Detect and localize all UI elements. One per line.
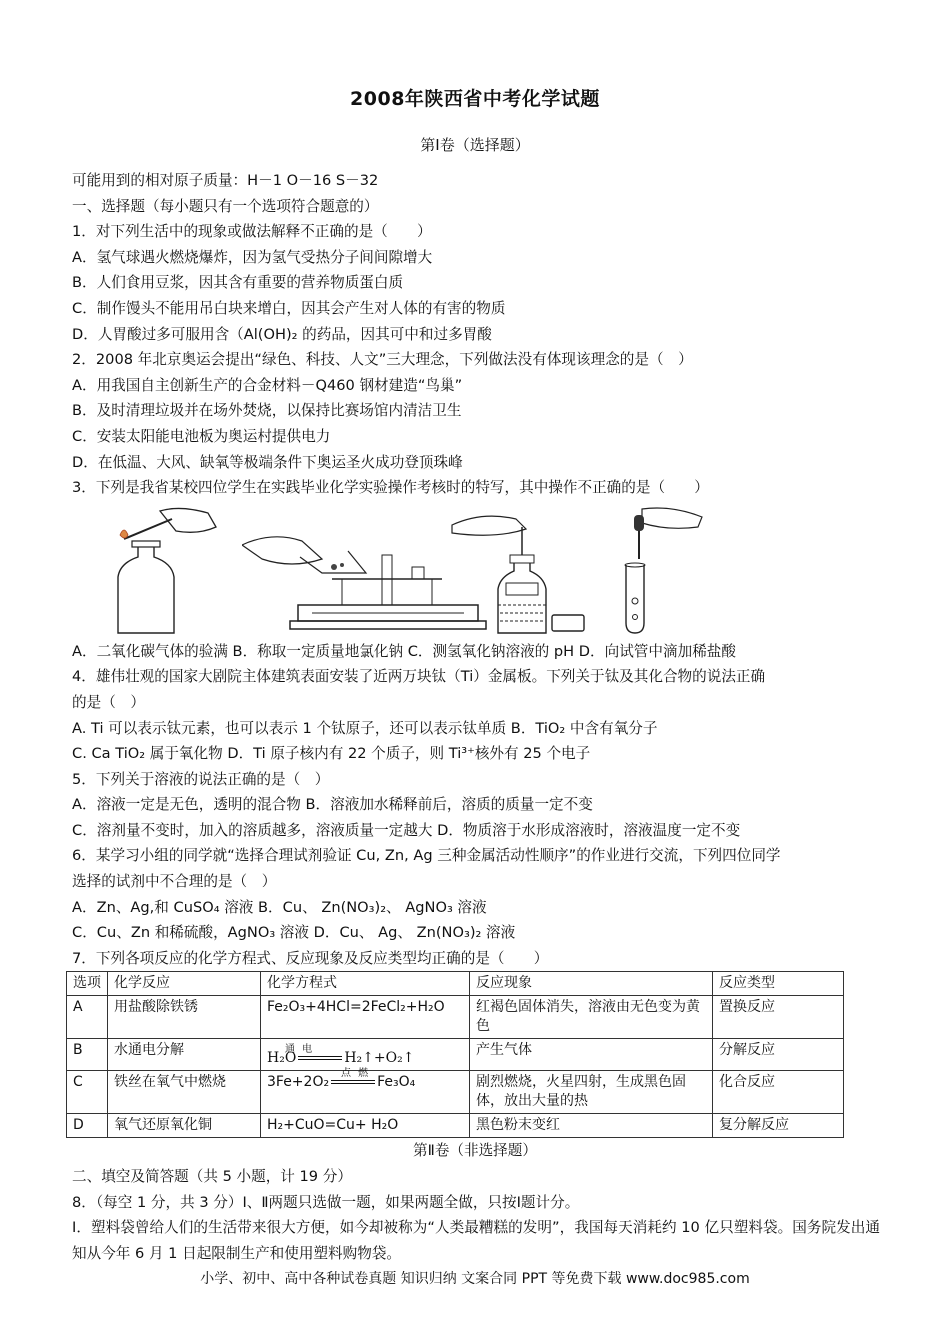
table-cell: 化合反应 — [713, 1071, 844, 1114]
table-header-cell: 选项 — [67, 972, 108, 996]
q1-option-c: C．制作馒头不能用吊白块来增白，因其会产生对人体的有害的物质 — [72, 299, 506, 317]
q1-stem: 1．对下列生活中的现象或做法解释不正确的是（ ） — [72, 223, 432, 241]
table-row — [67, 1071, 844, 1114]
table-cell: 黑色粉末变红 — [470, 1114, 713, 1138]
q1-option-d: D．人胃酸过多可服用含（Al(OH)₂ 的药品，因其可中和过多胃酸 — [72, 325, 492, 343]
equation-b-condition: 通 电 — [285, 1044, 315, 1056]
equation-c — [267, 1068, 416, 1092]
q2-option-d: D．在低温、大风、缺氧等极端条件下奥运圣火成功登顶珠峰 — [72, 453, 463, 471]
q2-option-c: C．安装太阳能电池板为奥运村提供电力 — [72, 427, 331, 445]
table-cell: 红褐色固体消失，溶液由无色变为黄色 — [470, 996, 713, 1039]
q3-stem: 3．下列是我省某校四位学生在实践毕业化学实验操作考核时的特写，其中操作不正确的是（ ） — [72, 479, 709, 497]
q7-table — [66, 971, 844, 1138]
table-cell-equation — [261, 1068, 470, 1114]
q6-stem-2: 选择的试剂中不合理的是（ ） — [72, 873, 277, 891]
q6-options-cd: C．Cu、Zn 和稀硫酸，AgNO₃ 溶液 D．Cu、 Ag、 Zn(NO₃)₂ 溶液 — [72, 924, 516, 942]
q2-option-a: A．用我国自主创新生产的合金材料－Q460 钢材建造“鸟巢” — [72, 376, 463, 394]
q2-stem: 2．2008 年北京奥运会提出“绿色、科技、人文”三大理念，下列做法没有体现该理念的是（ ） — [72, 351, 693, 369]
table-cell: 氧气还原氧化铜 — [108, 1114, 261, 1138]
q8-passage: Ⅰ．塑料袋曾给人们的生活带来很大方便，如今却被称为“人类最糟糕的发明”，我国每天消耗约 10 亿只塑料袋。国务院发出通知从今年 6 月 1 日起限制生产和使用塑料购物袋。 — [72, 1219, 880, 1262]
equation-c-condition: 点 燃 — [341, 1068, 371, 1080]
part1-title: 第Ⅰ卷（选择题） — [420, 136, 530, 154]
q8-stem: 8．（每空 1 分，共 3 分）Ⅰ、Ⅱ两题只选做一题，如果两题全做，只按Ⅰ题计分。 — [72, 1193, 580, 1211]
table-cell: B — [67, 1039, 108, 1071]
table-cell: H₂+CuO=Cu+ H₂O — [261, 1114, 470, 1138]
table-row — [67, 1114, 844, 1138]
q2-option-b: B．及时清理垃圾并在场外焚烧，以保持比赛场馆内清洁卫生 — [72, 402, 462, 420]
q4-stem-2: 的是（ ） — [72, 693, 145, 711]
table-header-cell: 反应类型 — [713, 972, 844, 996]
q6-stem-1: 6．某学习小组的同学就“选择合理试剂验证 Cu, Zn, Ag 三种金属活动性顺序”的作业进行交流，下列四位同学 — [72, 847, 781, 865]
table-cell: 剧烈燃烧，火星四射，生成黑色固体，放出大量的热 — [470, 1071, 713, 1114]
table-cell: 用盐酸除铁锈 — [108, 996, 261, 1039]
figure-d-dropper-tube — [612, 505, 722, 637]
figure-a-co2-bottle — [102, 505, 222, 637]
table-cell: A — [67, 996, 108, 1039]
q4-stem-1: 4．雄伟壮观的国家大剧院主体建筑表面安装了近两万块钛（Ti）金属板。下列关于钛及其化合物的说法正确 — [72, 668, 766, 686]
table-header-cell: 化学方程式 — [261, 972, 470, 996]
table-cell: C — [67, 1071, 108, 1114]
equation-c-product: Fe₃O₄ — [377, 1074, 416, 1091]
figure-c-ph-test — [442, 505, 592, 637]
page-footer: 小学、初中、高中各种试卷真题 知识归纳 文案合同 PPT 等免费下载 www.doc985.com — [200, 1271, 750, 1287]
section1-heading: 一、选择题（每小题只有一个选项符合题意的） — [72, 197, 379, 215]
q3-figures — [72, 505, 880, 637]
table-cell: Fe₂O₃+4HCl=2FeCl₂+H₂O — [261, 996, 470, 1039]
table-row — [67, 1039, 844, 1071]
q3-caption: A．二氧化碳气体的验满 B．称取一定质量地氯化钠 C．测氢氧化钠溶液的 pH D．向试管中滴加稀盐酸 — [72, 642, 736, 660]
table-row — [67, 996, 844, 1039]
q7-stem: 7．下列各项反应的化学方程式、反应现象及反应类型均正确的是（ ） — [72, 949, 549, 967]
document-body — [72, 168, 880, 1266]
q1-option-b: B．人们食用豆浆，因其含有重要的营养物质蛋白质 — [72, 274, 404, 292]
equation-b-products: H₂↑+O₂↑ — [344, 1050, 415, 1067]
table-cell: 分解反应 — [713, 1039, 844, 1071]
part2-title: 第Ⅱ卷（非选择题） — [413, 1142, 537, 1160]
section2-heading: 二、填空及简答题（共 5 小题，计 19 分） — [72, 1168, 352, 1186]
table-cell: 复分解反应 — [713, 1114, 844, 1138]
table-header-cell: 反应现象 — [470, 972, 713, 996]
table-cell: 水通电分解 — [108, 1039, 261, 1071]
table-header-cell: 化学反应 — [108, 972, 261, 996]
q5-options-cd: C．溶剂量不变时，加入的溶质越多，溶液质量一定越大 D．物质溶于水形成溶液时，溶液温度一定不变 — [72, 821, 741, 839]
table-cell: 产生气体 — [470, 1039, 713, 1071]
atomic-mass-note: 可能用到的相对原子质量：H－1 O－16 S－32 — [72, 172, 379, 189]
table-cell: D — [67, 1114, 108, 1138]
table-cell: 置换反应 — [713, 996, 844, 1039]
page-title: 2008年陕西省中考化学试题 — [350, 88, 600, 110]
q5-options-ab: A．溶液一定是无色，透明的混合物 B．溶液加水稀释前后，溶质的质量一定不变 — [72, 796, 593, 814]
q1-option-a: A．氢气球遇火燃烧爆炸，因为氢气受热分子间间隙增大 — [72, 248, 433, 266]
q4-options-ab: A. Ti 可以表示钛元素，也可以表示 1 个钛原子，还可以表示钛单质 B．TiO₂ 中含有氧分子 — [72, 719, 658, 737]
q6-options-ab: A．Zn、Ag,和 CuSO₄ 溶液 B．Cu、 Zn(NO₃)₂、 AgNO₃ 溶液 — [72, 898, 487, 916]
q4-options-cd: C. Ca TiO₂ 属于氧化物 D．Ti 原子核内有 22 个质子，则 Ti³⁺核外有 25 个电子 — [72, 745, 591, 763]
equation-b-reactant: H₂O — [267, 1050, 297, 1067]
equation-c-reactants: 3Fe+2O₂ — [267, 1074, 330, 1091]
table-cell: 铁丝在氧气中燃烧 — [108, 1071, 261, 1114]
table-header-row — [67, 972, 844, 996]
q5-stem: 5．下列关于溶液的说法正确的是（ ） — [72, 770, 330, 788]
